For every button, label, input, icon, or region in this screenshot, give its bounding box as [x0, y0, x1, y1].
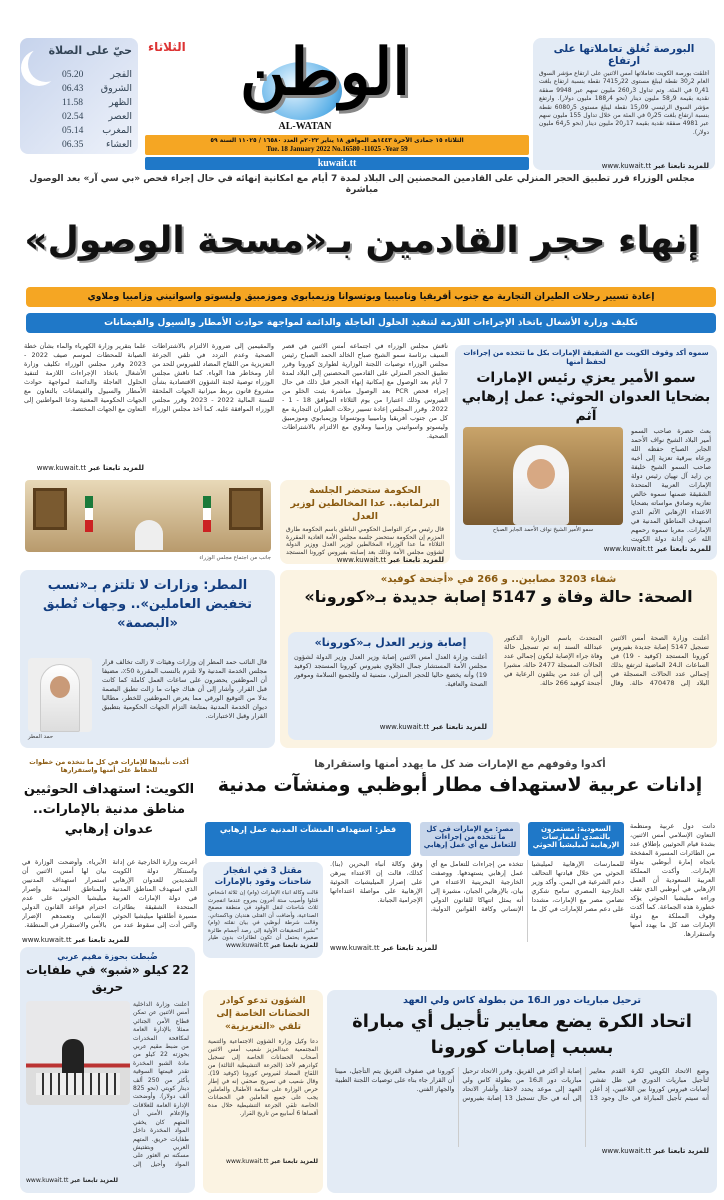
more-link[interactable]: للمزيد تابعنا عبر www.kuwait.tt: [26, 1177, 118, 1184]
tag-saudi: السعودية: مستمرون بالتصدي للممارسات الإرهابية لميليشيا الحوثي: [528, 822, 624, 856]
justice-minister-box: [288, 632, 493, 740]
football-headline: اتحاد الكرة يضع معايير تأجيل أي مباراة بسبب إصابات كورونا: [352, 1011, 692, 1058]
bourse-headline: البورصة تُغلق تعاملاتها على ارتفاع: [553, 43, 695, 67]
kuwait-uae-kicker: أكدت تأييدها للإمارات في كل ما تتخذه من خطوات للحفاظ على أمنها واستقرارها: [29, 758, 189, 774]
football-body: وضع الاتحاد الكويتي لكرة القدم معايير لتأجيل مباريات الدوري في ظل تفشي إصابات فيروس كورونا بين اللاعبين، إذ أعلن أنه سيتم تأجيل المباراة في حال وجود 13 إصابة أو أكثر في الفريق. وقرر الاتحاد ترحيل مباريات دور الـ16 من بطولة كاس ولي العهد إلى موعد يحدد لاحقا. وأشار الاتحاد إلى أنه في حال تسجيل 13 إصابة بفيروس كورونا في صفوف الفريق يتم التأجيل، مبينا أن القرار جاء بناء على توصيات اللجنة الطبية والجهاز الفني.: [335, 1067, 709, 1102]
lead-kicker: مجلس الوزراء قرر تطبيق الحجر المنزلي على القادمين المحصنين إلى البلاد لمدة 7 أيام مع امكانية إنهائه في حال إجراء فحص «بي سي آر» بعد الوصول مباشرة: [29, 174, 695, 195]
cabinet-meeting-photo: [25, 480, 271, 552]
health-headline: الصحة: حالة وفاة و 5147 إصابة جديدة بـ«كورونا»: [304, 587, 693, 606]
bourse-body: أغلقت بورصة الكويت تعاملاتها أمس الاثنين على ارتفاع مؤشر السوق العام 2ر30 نقطة ليبلغ مستوى 22ر7415 نقطة بنسبة ارتفاع بلغت 41ر0 في المئة. وتم تداول 3ر260 مليون سهم عبر 9948 صفقة نقدية بقيمة 9ر58 مليون دينار (نحو 4ر188 مليون دولار). وارتفع مؤشر السوق الرئيسي 09ر15 نقطة ليبلغ مستوى 5ر6080 نقطة بنسبة ارتفاع بلغت 25ر0 في المئة من خلال تداول 155 مليون سهم عبر 4981 صفقة نقدية بقيمة 17ر20 مليون دينار (نحو 5ر64 مليون دولار).: [539, 70, 709, 136]
prayer-time: 06.35: [62, 140, 84, 150]
condemnation-headline: إدانات عربية لاستهداف مطار أبوظبي ومنشآت مدنية: [217, 774, 703, 796]
prayer-time: 05.14: [62, 126, 84, 136]
amir-photo: [463, 427, 623, 525]
more-link[interactable]: للمزيد تابعنا عبر www.kuwait.tt: [22, 936, 130, 944]
matar-photo-caption: حمد المطر: [28, 734, 54, 740]
prayer-name: الظهر: [109, 97, 132, 108]
prayer-time-row: [62, 82, 132, 96]
prayer-name: العشاء: [106, 139, 132, 150]
more-link[interactable]: للمزيد تابعنا عبر www.kuwait.tt: [36, 464, 144, 472]
prayer-time: 05.20: [62, 70, 84, 80]
lead-band-orange: إعادة تسيير رحلات الطيران التجارية مع جنوب أفريقيا وناميبيا وبوتسوانا وزيمبابوي وموزمبيق وليسوتو واسواتيني وزامبيا وملاوي: [26, 287, 716, 307]
more-link[interactable]: للمزيد تابعنا عبر www.kuwait.tt: [601, 162, 709, 170]
logo-english: AL-WATAN: [278, 121, 332, 132]
matar-story: [20, 570, 275, 748]
kuwait-uae-headline: الكويت: استهداف الحوثيين مناطق مدنية بالإمارات.. عدوان إرهابي: [23, 782, 195, 837]
website-link[interactable]: kuwait.tt: [145, 157, 529, 170]
date-arabic: الثلاثاء ١٥ جمادى الآخرة ١٤٤٣هـ الموافق ١٨ يناير ٢٠٢٢م العدد ١٦٥٨٠ / ١١٠٢٥ السنة ٥٩: [210, 137, 464, 144]
prayer-times-list: [62, 68, 132, 152]
shabu-kicker: ضُبطت بحوزة مقيم عربي: [57, 952, 158, 961]
matar-photo: [28, 658, 92, 732]
lead-body-left: والمقيمين إلى ضرورة الالتزام بالاشتراطات الصحية وعدم التردد في تلقي الجرعة التعزيزية من اللقاح المضاد للفيروس للحد من آثار ومخاطر هذا الوباء. كما ناقش مجلس الوزراء توصية لجنة الشؤون الاقتصادية بشأن مشروع قانون بربط ميزانية الجهات الملحقة للسنة المالية 2022 - 2023 وقرر مجلس الوزراء الموافقة عليه. كما أخذ مجلس الوزراء علما بتقرير وزارة الكهرباء والماء بشأن خطة الصيانة للمحطات لموسم صيف 2022 - 2023 وقرر مجلس الوزراء تكليف وزارة الأشغال باتخاذ الإجراءات اللازمة لتنفيذ الحلول العاجلة والدائمة لمواجهة حوادث الأمطار والسيول والفيضانات بالتعاون مع الجهات الحكومية المعنية ودعا المواطنين إلى التعاون مع الجهات المختصة.: [24, 342, 274, 413]
prayer-time-row: [62, 110, 132, 124]
fuel-blast-body: قالت وكالة أنباء الإمارات (وام) إن ثلاثة أشخاص قتلوا وأصيب ستة آخرون بجروح عندما انفجرت ثلاث شاحنات لنقل الوقود في منطقة مصفح الصناعية، وأضافت أن القتلى هنديان وباكستاني. وقالت شرطة أبوظبي في بيان نقلته (وام) "تشير التحقيقات الأولية إلى رصد أجسام طائرة صغيرة يحتمل أن تكون لطائرات بدون طيار: [208, 890, 318, 941]
lead-band-blue: تكليف وزارة الأشغال باتخاذ الإجراءات اللازمة لتنفيذ الحلول العاجلة والدائمة لمواجهة حوادث الأمطار والسيول والفيضانات: [26, 313, 716, 333]
prayer-time-row: [62, 96, 132, 110]
cabinet-photo-caption: جانب من اجتماع مجلس الوزراء: [199, 555, 271, 561]
prayer-name: المغرب: [102, 125, 132, 136]
kuwait-uae-body: أعربت وزارة الخارجية عن إدانة واستنكار دولة الكويت الشديدين للعدوان الإرهابي الذي استهدف المناطق المدنية في دولة الإمارات العربية المتحدة الشقيقة بطائرات مسيرة أطلقتها ميليشيا الحوثي والتي أدت إلى سقوط عدد من الأبرياء. وأوضحت الوزارة في بيان لها أمس الاثنين أن استمرار استهداف المدنيين والمناطق المدنية وإصرار ميليشيا الحوثي على عدم احترام قواعد القانون الدولي الإنساني وتعمدهم الإضرار بالأمن والاستقرار في المنطقة.: [22, 858, 197, 929]
more-link[interactable]: للمزيد تابعنا عبر www.kuwait.tt: [601, 1147, 709, 1155]
more-link[interactable]: للمزيد تابعنا عبر www.kuwait.tt: [226, 942, 318, 949]
prayer-name: الشروق: [100, 83, 132, 94]
date-bar: [145, 135, 529, 155]
date-english: Tue. 18 January 2022 No.16580 -11025 -Year 59: [266, 145, 408, 153]
bourse-box: [533, 38, 715, 170]
lead-body-right: ناقش مجلس الوزراء في اجتماعه أمس الاثنين في قصر السيف برئاسة سمو الشيخ صباح الخالد الحمد الصباح رئيس مجلس الوزراء توصيات اللجنة الوزارية لطوارئ كورونا وقرر تطبيق الحجر المنزلي على القادمين المحصنين إلى البلاد لمدة 7 أيام بعد الوصول مع إمكانية إنهاء الحجر قبل ذلك في حال إجراء فحص PCR بعد الوصول مباشرة يثبت الخلو من الفيروس وذلك اعتبارا من يوم الثلاثاء الموافق 18 - 1 - 2022. وقرر المجلس إعادة تسيير رحلات الطيران التجارية مع كل من جنوب أفريقيا وناميبيا وبوتسوانا وزيمبابوي وموزمبيق وليسوتو واسواتيني وزامبيا وملاوي مع الالتزام بالاشتراطات الصحية.: [282, 342, 448, 440]
justice-body: أعلنت وزارة العدل أمس الاثنين إصابة وزير العدل وزير الدولة لشؤون مجلس الأمة المستشار جمال الجلاوي بفيروس كورونا المستجد (كوفيد 19) وأنه يخضع حاليا للحجر المنزلي، متمنية له وللجميع السلامة وموفور الصحة والعافية.: [294, 653, 487, 688]
nurseries-story: [203, 990, 323, 1193]
matar-body: قال النائب حمد المطر إن وزارات وهيئات لا زالت تخالف قرار مجلس الخدمة المدنية ولا تلتزم بالنسب المقررة 50٪، مضيفا أن الموظفين يحضرون على ساعات العمل كاملة كما كانت قبل القرار. وأشار إلى أن هناك جهات ما زالت تطبق البصمة بدلا من التوقيع الورقي مما يعرض الموظفين للخطر، مطالبا ديوان الخدمة المدنية بمتابعة التزام الجهات الحكومية بتطبيق القرار وقبل الاختبارات.: [102, 658, 267, 720]
tag-egypt: مصر: مع الإمارات في كل ما تتخذه من إجراءات للتعامل مع أي عمل إرهابي: [420, 822, 520, 856]
more-link[interactable]: للمزيد تابعنا عبر www.kuwait.tt: [336, 556, 444, 564]
prayer-time: 06.43: [62, 84, 84, 94]
football-story: [327, 990, 717, 1193]
shabu-story: [20, 947, 195, 1193]
more-link[interactable]: للمزيد تابعنا عبر www.kuwait.tt: [379, 723, 487, 731]
more-link[interactable]: للمزيد تابعنا عبر www.kuwait.tt: [603, 545, 711, 553]
shabu-body: أعلنت وزارة الداخلية أمس الاثنين عن تمكن قطاع الأمن الجنائي ممثلا بالإدارة العامة لمكافحة المخدرات من ضبط مقيم عربي بحوزته 22 كيلو من مادة الشبو المخدرة تقدر قيمتها السوقية بأكثر من 250 ألف دينار كويتي (نحو 825 ألف دولار). وأوضحت الإدارة العامة للعلاقات والإعلام الأمني أن المتهم كان يخفي المواد المخدرة داخل طفايات حريق. المتهم العربي وبتفتيش مسكنه تم العثور على المواد وأحيل إلى: [133, 1001, 189, 1168]
nurseries-body: دعا وكيل وزارة الشؤون الاجتماعية والتنمية المجتمعية عبدالعزيز شعيب أمس الاثنين أصحاب الحضانات الخاصة إلى تسجيل كوادرهم لأخذ (الجرعة التنشيطية الثالثة) من اللقاح المضاد لفيروس كورونا (كوفيد 19). وقال شعيب في تصريح صحفي إنه في إطار حرص الوزارة على سلامة الأطفال والعاملين يجب على جميع العاملين في الحضانات الخاصة تلقي الجرعة التنشيطية خلال مدة أقصاها 6 أسابيع من تاريخ القرار.: [208, 1039, 318, 1117]
newspaper-logo: الوطن: [240, 35, 410, 110]
more-link[interactable]: للمزيد تابعنا عبر www.kuwait.tt: [330, 944, 438, 952]
lead-headline: إنهاء حجر القادمين بـ«مسحة الوصول»: [24, 220, 700, 261]
government-body: قال رئيس مركز التواصل الحكومي الناطق باسم الحكومة طارق المزرم إن الحكومة ستحضر جلسة مجلس الأمة العادية المقررة الثلاثاء ما عدا الوزراء المخالطين لوزير العدل ووزير الدولة لشؤون مجلس الأمة وذلك بعد إصابته بفيروس كورونا المستجد: [286, 526, 444, 556]
government-story: [280, 480, 450, 564]
prayer-times-box: [20, 38, 138, 154]
day-label: الثلاثاء: [148, 40, 186, 54]
shabu-headline: 22 كيلو «شبو» في طفايات حريق: [26, 963, 189, 994]
condemnation-body: دانت دول عربية ومنظمة التعاون الإسلامي أمس الاثنين، بشدة قيام الحوثيين بإطلاق عدد من الطائرات المسيرة المفخخة باتجاه إمارة أبوظبي بدولة الإمارات. وأكدت المملكة العربية السعودية أن العمل الإرهابي في أبوظبي الذي تقف وراءه ميليشيا الحوثي يؤكد خطورة هذه الجماعة. كما أكدت وقوف المملكة مع دولة الإمارات ضد كل ما يهدد أمنها واستقرارها.: [630, 822, 715, 938]
fuel-blast-headline: مقتل 3 في انفجار شاحنات وقود بالإمارات: [214, 866, 312, 887]
amir-kicker: سموه أكد وقوف الكويت مع الشقيقة الإمارات بكل ما تتخذه من إجراءات لحفظ أمنها: [463, 349, 709, 366]
health-kicker: شفاء 3203 مصابين.. و 266 في «أجنحة كوفيد»: [380, 574, 617, 585]
prayer-name: العصر: [108, 111, 132, 122]
prayer-time: 11.58: [62, 98, 84, 108]
prayer-time: 02.54: [62, 112, 84, 122]
amir-headline: سمو الأمير يعزي رئيس الإمارات بضحايا العدوان الحوثي: عمل إرهابي آثم: [461, 370, 711, 424]
amir-body: بعث حضرة صاحب السمو أمير البلاد الشيخ نواف الأحمد الجابر الصباح حفظه الله ورعاه ببرقية تعزية إلى أخيه صاحب السمو الشيخ خليفة بن زايد آل نهيان رئيس دولة الإمارات العربية المتحدة الشقيقة ضمنها سموه خالص تعازيه وصادق مواساته بضحايا الاعتداء الإرهابي الآثم الذي استهدف المناطق المدنية في الإمارات. معربا سموه رحمهم الله عن إدانة دولة الكويت: [631, 427, 711, 543]
seized-drugs-photo: [26, 1001, 130, 1105]
tag-qatar: قطر: استهداف المنشآت المدنية عمل إرهابي: [205, 822, 411, 856]
amir-photo-caption: سمو الأمير الشيخ نواف الأحمد الجابر الصباح: [492, 527, 594, 533]
prayer-time-row: [62, 138, 132, 152]
nurseries-headline: الشؤون تدعو كوادر الحضانات الخاصة إلى تلقي «التعزيزية»: [216, 996, 310, 1032]
amir-story: [455, 345, 717, 560]
health-story: [280, 570, 717, 748]
fuel-blast-story: [203, 862, 323, 958]
football-kicker: ترحيل مباريات دور الـ16 من بطولة كاس ولي العهد: [403, 995, 641, 1006]
matar-headline: المطر: وزارات لا تلتزم بـ«نسب تخفيض العاملين».. وجهات تُطبق «البصمة»: [43, 578, 252, 631]
justice-headline: إصابة وزير العدل بـ«كورونا»: [314, 636, 467, 649]
condemnation-body-2: للممارسات الإرهابية لميليشيا الحوثي من خلال قيادتها التحالف دعم الشرعية في اليمن. وأكد وزير الخارجية المصري سامح شكري تضامن مصر مع الإمارات، مشددا على دعم مصر للإمارات في كل ما تتخذه من إجراءات للتعامل مع أي عمل إرهابي يستهدفها. ووصفت الخارجية البحرينية الاعتداء في بيان، بالإرهابي الجبان، مشيرة إلى أنه يمثل انتهاكا للقانون الدولي الإنساني وكافة القوانين الدولية، وفق وكالة أنباء البحرين (بنا). كذلك، قالت إن الاعتداء يبرهن على إصرار الميليشيات الحوثية الإرهابية على مواصلة اعتداءاتها الإجرامية الجبانة.: [330, 860, 624, 913]
condemnation-kicker: أكدوا وقوفهم مع الإمارات ضد كل ما يهدد أمنها واستقرارها: [314, 759, 606, 770]
prayer-time-row: [62, 68, 132, 82]
government-headline: الحكومة ستحضر الجلسة البرلمانية.. عدا المخالطين لوزير العدل: [290, 485, 440, 522]
prayer-title: حيّ على الصلاة: [48, 44, 132, 57]
more-link[interactable]: للمزيد تابعنا عبر www.kuwait.tt: [226, 1158, 318, 1165]
prayer-name: الفجر: [110, 69, 132, 80]
health-body: أعلنت وزارة الصحة أمس الاثنين تسجيل 5147 إصابة جديدة بفيروس كورونا المستجد (كوفيد - 19) في الساعات الـ24 الماضية لترتفع بذلك إجمالي عدد الحالات المسجلة في البلاد إلى 470478 حالة. وقال المتحدث باسم الوزارة الدكتور عبدالله السند إنه تم تسجيل حالة وفاة جراء الإصابة ليكون إجمالي عدد الحالات المسجلة 2477 حالة، مشيرا إلى أن عدد من يتلقون الرعاية في أجنحة كوفيد 266 حالة.: [504, 634, 709, 687]
prayer-time-row: [62, 124, 132, 138]
